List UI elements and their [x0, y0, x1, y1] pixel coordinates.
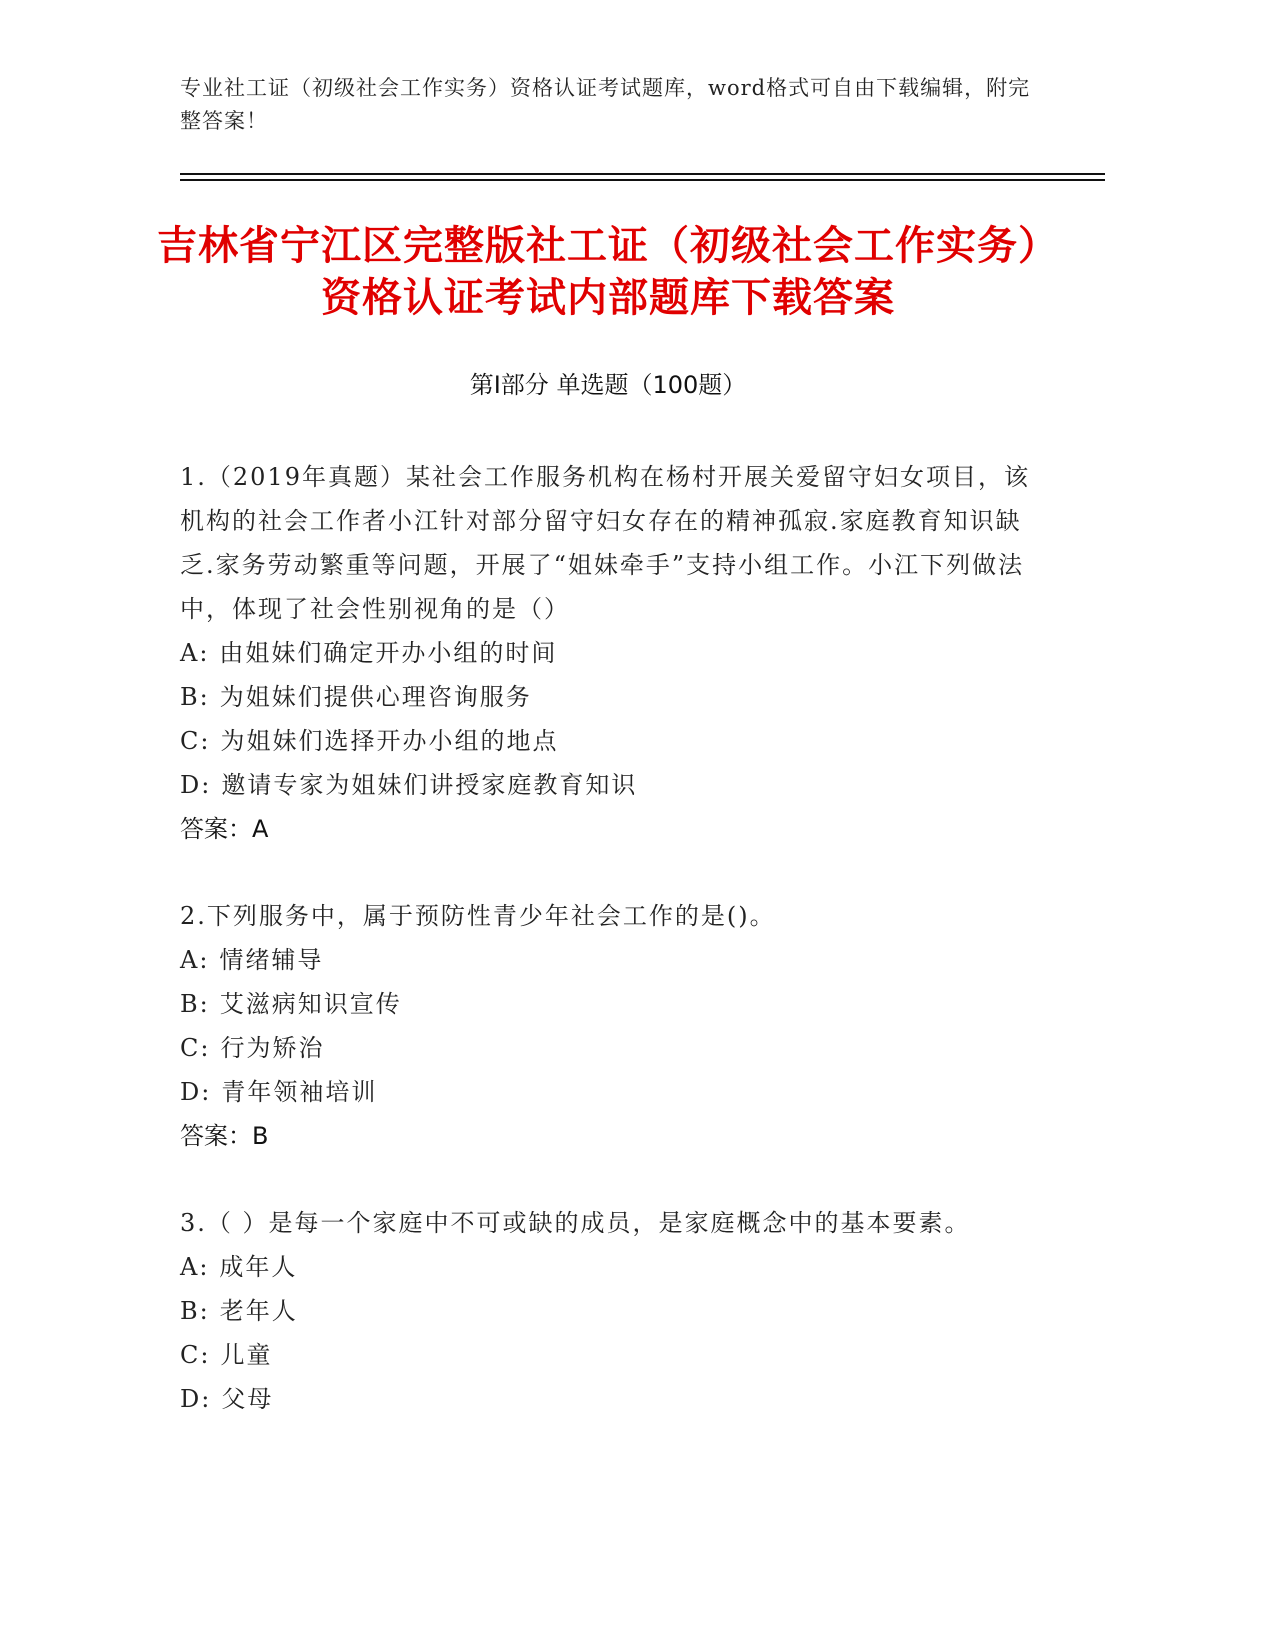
- option-letter: B:: [180, 990, 210, 1018]
- option-letter: D:: [180, 771, 212, 799]
- question-2: [180, 894, 1040, 1158]
- question-stem: 2.下列服务中，属于预防性青少年社会工作的是()。: [180, 902, 776, 930]
- question-stem: 1.（2019年真题）某社会工作服务机构在杨村开展关爱留守妇女项目，该机构的社会工作者小江针对部分留守妇女存在的精神孤寂.家庭教育知识缺乏.家务劳动繁重等问题，开展了“姐妹牵手”支持小组工作。小江下列做法中，体现了社会性别视角的是（）: [180, 463, 1030, 623]
- option-letter: C:: [180, 1341, 211, 1369]
- option-b: [180, 1289, 1040, 1333]
- header-divider-top: [180, 173, 1105, 175]
- option-letter: D:: [180, 1078, 212, 1106]
- option-text: 为姐妹们提供心理咨询服务: [219, 683, 532, 711]
- answer-line: [180, 1114, 1040, 1158]
- option-text: 为姐妹们选择开办小组的地点: [220, 727, 559, 755]
- option-text: 邀请专家为姐妹们讲授家庭教育知识: [221, 771, 638, 799]
- option-letter: C:: [180, 727, 211, 755]
- answer-value: B: [252, 1122, 269, 1150]
- option-text: 父母: [221, 1385, 274, 1413]
- option-text: 由姐妹们确定开办小组的时间: [219, 639, 558, 667]
- answer-label: 答案：: [180, 1122, 252, 1150]
- option-text: 行为矫治: [220, 1034, 325, 1062]
- option-text: 成年人: [219, 1253, 298, 1281]
- answer-line: [180, 807, 1040, 851]
- option-text: 情绪辅导: [219, 946, 324, 974]
- section-heading: 第Ⅰ部分 单选题（100题）: [469, 371, 747, 399]
- option-c: [180, 719, 1040, 763]
- option-letter: A:: [180, 639, 210, 667]
- option-c: [180, 1026, 1040, 1070]
- option-c: [180, 1333, 1040, 1377]
- header-divider-bottom: [180, 179, 1105, 181]
- option-a: [180, 938, 1040, 982]
- option-text: 儿童: [220, 1341, 273, 1369]
- question-stem: 3.（ ）是每一个家庭中不可或缺的成员，是家庭概念中的基本要素。: [180, 1209, 971, 1237]
- question-list: [180, 455, 1040, 1464]
- option-letter: B:: [180, 1297, 210, 1325]
- option-d: [180, 763, 1040, 807]
- option-letter: A:: [180, 1253, 210, 1281]
- option-a: [180, 631, 1040, 675]
- option-text: 青年领袖培训: [221, 1078, 378, 1106]
- option-letter: C:: [180, 1034, 211, 1062]
- header-note: 专业社工证（初级社会工作实务）资格认证考试题库，word格式可自由下载编辑，附完整答案！: [180, 76, 1031, 133]
- answer-value: A: [252, 815, 269, 843]
- option-letter: A:: [180, 946, 210, 974]
- option-b: [180, 675, 1040, 719]
- answer-label: 答案：: [180, 815, 252, 843]
- option-b: [180, 982, 1040, 1026]
- option-letter: D:: [180, 1385, 212, 1413]
- option-text: 老年人: [219, 1297, 298, 1325]
- document-title: 吉林省宁江区完整版社工证（初级社会工作实务）资格认证考试内部题库下载答案: [157, 223, 1059, 321]
- option-text: 艾滋病知识宣传: [219, 990, 402, 1018]
- question-3: [180, 1201, 1040, 1421]
- option-letter: B:: [180, 683, 210, 711]
- option-d: [180, 1377, 1040, 1421]
- option-a: [180, 1245, 1040, 1289]
- option-d: [180, 1070, 1040, 1114]
- question-1: [180, 455, 1040, 851]
